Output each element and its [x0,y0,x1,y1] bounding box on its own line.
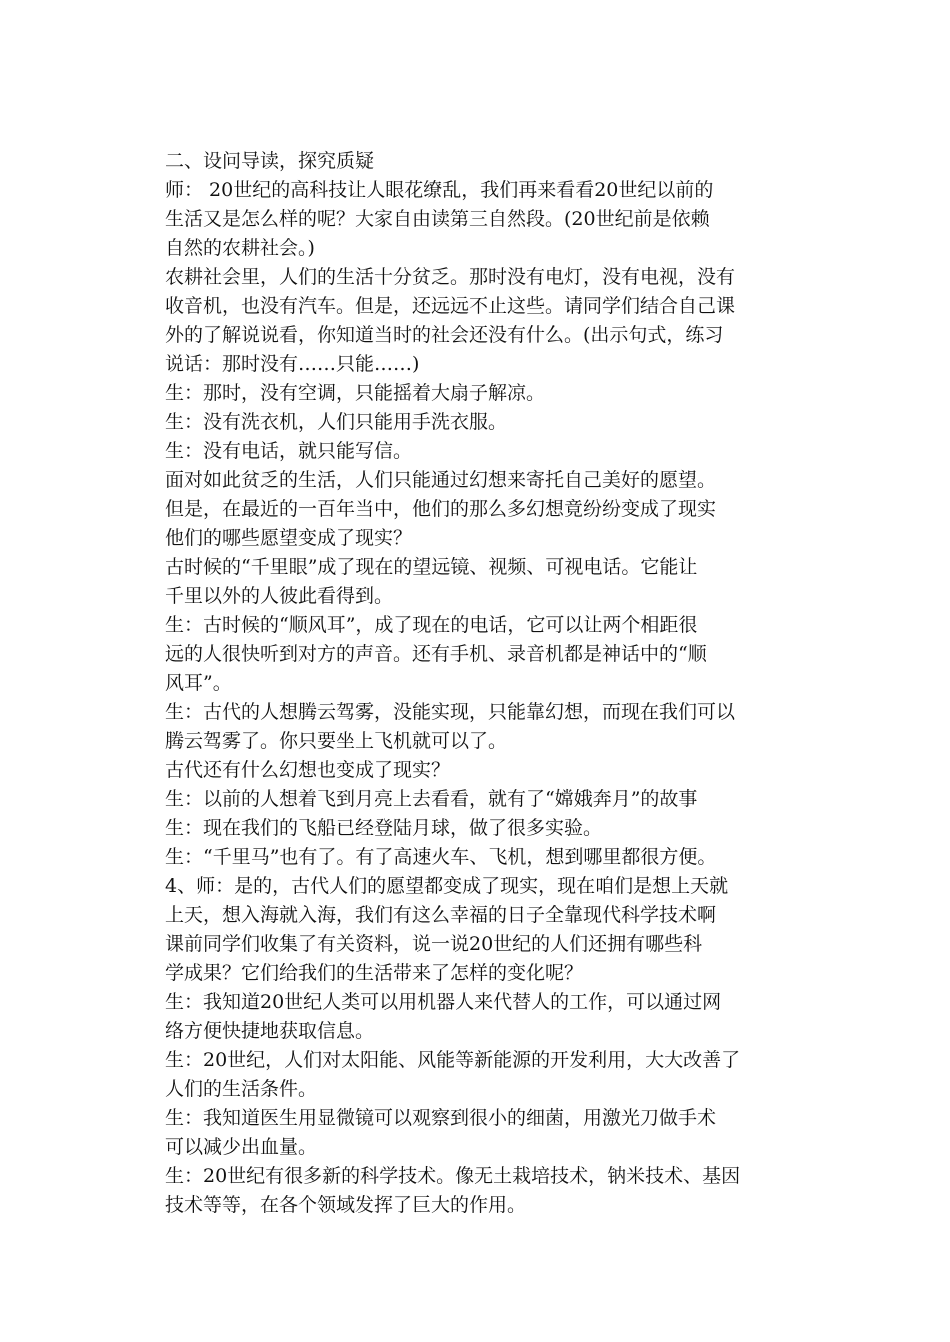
text-line: 生活又是怎么样的呢？大家自由读第三自然段。(20世纪前是依赖 [165,208,710,230]
text-line: 上天，想入海就入海，我们有这么幸福的日子全靠现代科学技术啊 [165,904,717,926]
text-line: 他们的哪些愿望变成了现实？ [165,527,413,549]
text-line: 生：现在我们的飞船已经登陆月球，做了很多实验。 [165,817,603,839]
text-line: 说话：那时没有……只能……) [165,353,420,375]
text-line: 生：“千里马”也有了。有了高速火车、飞机，想到哪里都很方便。 [165,846,717,868]
text-line: 千里以外的人彼此看得到。 [165,585,394,607]
text-line: 外的了解说说看，你知道当时的社会还没有什么。(出示句式，练习 [165,324,724,346]
text-line: 收音机，也没有汽车。但是，还远远不止这些。请同学们结合自己课 [165,295,736,317]
text-line: 生：那时，没有空调，只能摇着大扇子解凉。 [165,382,546,404]
text-line: 腾云驾雾了。你只要坐上飞机就可以了。 [165,730,508,752]
text-line: 课前同学们收集了有关资料，说一说20世纪的人们还拥有哪些科 [165,933,703,955]
text-line: 生：古代的人想腾云驾雾，没能实现，只能靠幻想，而现在我们可以 [165,701,736,723]
text-line: 生：没有洗衣机，人们只能用手洗衣服。 [165,411,508,433]
text-line: 生：没有电话，就只能写信。 [165,440,413,462]
text-line: 古代还有什么幻想也变成了现实？ [165,759,451,781]
text-line: 络方便快捷地获取信息。 [165,1020,375,1042]
text-line: 古时候的“千里眼”成了现在的望远镜、视频、可视电话。它能让 [165,556,698,578]
text-line: 师： 20世纪的高科技让人眼花缭乱，我们再来看看20世纪以前的 [165,179,714,201]
text-line: 农耕社会里，人们的生活十分贫乏。那时没有电灯，没有电视，没有 [165,266,736,288]
text-line: 生：20世纪有很多新的科学技术。像无土栽培技术，钠米技术、基因 [165,1165,741,1187]
text-line: 人们的生活条件。 [165,1078,318,1100]
text-line: 技术等等，在各个领域发挥了巨大的作用。 [165,1194,527,1216]
text-line: 风耳”。 [165,672,232,694]
text-line: 生：20世纪，人们对太阳能、风能等新能源的开发利用，大大改善了 [165,1049,741,1071]
text-line: 生：古时候的“顺风耳”，成了现在的电话，它可以让两个相距很 [165,614,698,636]
text-line: 可以减少出血量。 [165,1136,318,1158]
text-line: 远的人很快听到对方的声音。还有手机、录音机都是神话中的“顺 [165,643,707,665]
text-line: 面对如此贫乏的生活，人们只能通过幻想来寄托自己美好的愿望。 [165,469,717,491]
text-line: 生：以前的人想着飞到月亮上去看看，就有了“嫦娥奔月”的故事 [165,788,698,810]
section-heading: 二、设问导读，探究质疑 [165,150,375,172]
document-body [165,147,795,1220]
text-line: 但是，在最近的一百年当中，他们的那么多幻想竟纷纷变成了现实 [165,498,717,520]
text-line: 学成果？它们给我们的生活带来了怎样的变化呢？ [165,962,584,984]
text-line: 自然的农耕社会。) [165,237,315,259]
text-line: 4、师：是的，古代人们的愿望都变成了现实，现在咱们是想上天就 [165,875,729,897]
text-line: 生：我知道医生用显微镜可以观察到很小的细菌，用激光刀做手术 [165,1107,717,1129]
text-line: 生：我知道20世纪人类可以用机器人来代替人的工作，可以通过网 [165,991,722,1013]
